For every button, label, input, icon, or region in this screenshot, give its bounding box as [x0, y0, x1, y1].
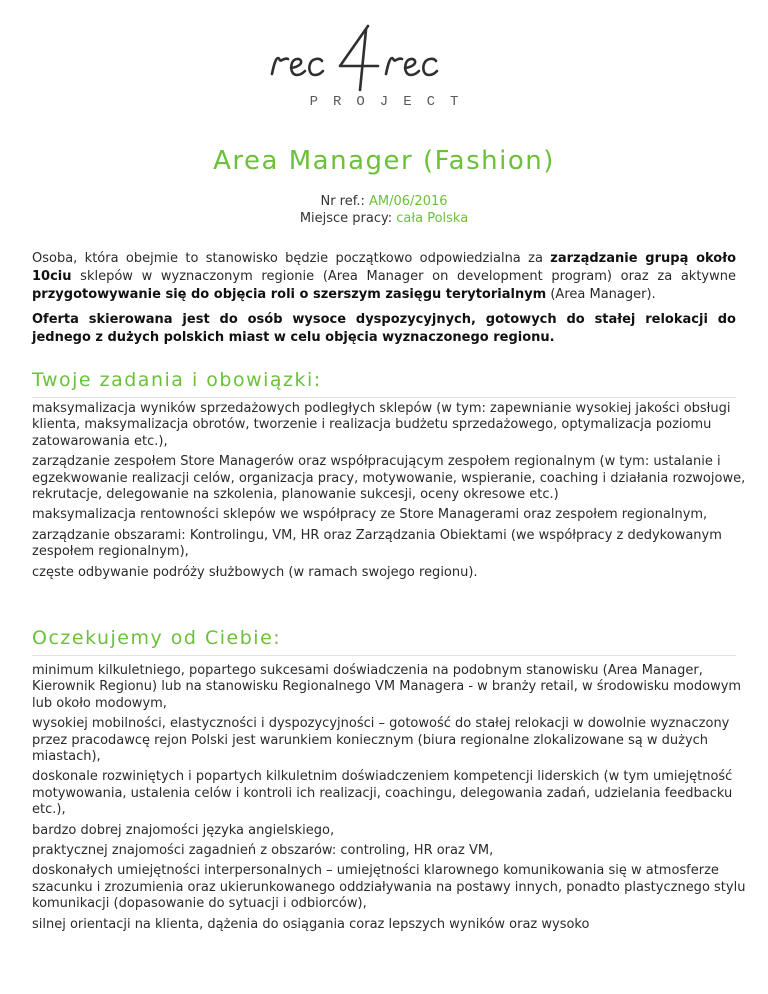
list-item: doskonale rozwiniętych i popartych kilkuletnim doświadczeniem kompetencji liderskich (w tym umiejętność motywowania, ustalenia celów i kontroli ich realizacji, coachingu, delegowania zadań, udzielania feedbacku etc.),	[32, 769, 733, 818]
job-title: Area Manager (Fashion)	[213, 146, 555, 176]
list-item: częste odbywanie podróży służbowych (w ramach swojego regionu).	[32, 564, 478, 580]
offer-note: Oferta skierowana jest do osób wysoce dyspozycyjnych, gotowych do stałej relokacji do jednego z dużych polskich miast w celu objęcia wyznaczonego regionu.	[32, 312, 736, 345]
intro-paragraph	[32, 250, 736, 304]
intro-text-3: (Area Manager).	[546, 287, 656, 302]
job-meta	[0, 193, 768, 227]
location-label: Miejsce pracy:	[299, 211, 397, 226]
company-logo	[0, 20, 768, 110]
expectations-list	[32, 663, 747, 937]
list-item: minimum kilkuletniego, popartego sukcesami doświadczenia na podobnym stanowisku (Area Manager, Kierownik Regionu) lub na stanowisku Regionalnego VM Managera - w branży retail, w środowisku modowym lub około modowym,	[32, 663, 742, 711]
list-item: maksymalizacja wyników sprzedażowych podległych sklepów (w tym: zapewnianie wysokiej jakości obsługi klienta, maksymalizacja obrotów, tworzenie i realizacja budżetu sprzedażowego, optymalizacja poziomu zatowarowania etc.),	[32, 401, 731, 449]
location-value: cała Polska	[396, 211, 469, 226]
expectations-heading: Oczekujemy od Ciebie:	[32, 627, 736, 656]
list-item: zarządzanie zespołem Store Managerów oraz współpracującym zespołem regionalnym (w tym: ustalanie i egzekwowanie realizacji celów, organizacja pracy, motywowanie, wspieranie, coaching i działania rozwojowe, rekrutacje, delegowanie na szkolenia, planowanie sukcesji, oceny okresowe etc.)	[32, 454, 746, 503]
list-item: praktycznej znajomości zagadnień z obszarów: controling, HR oraz VM,	[32, 843, 494, 859]
list-item: wysokiej mobilności, elastyczności i dyspozycyjności – gotowość do stałej relokacji w dowolnie wyznaczony przez pracodawcę rejon Polski jest warunkiem koniecznym (biura regionalne zlokalizowane są w dużych miastach),	[32, 716, 730, 765]
intro-bold-1: zarządzanie grupą około 10ciu	[32, 251, 736, 284]
duties-list	[32, 401, 747, 585]
intro-text-1: Osoba, która obejmie to stanowisko będzie początkowo odpowiedzialna za	[32, 251, 551, 266]
reference-line	[0, 193, 768, 210]
logo-subtitle: PROJECT	[309, 94, 474, 110]
reference-label: Nr ref.:	[320, 194, 370, 209]
intro-bold-2: przygotowywanie się do objęcia roli o szerszym zasięgu terytorialnym	[32, 287, 547, 302]
list-item: bardzo dobrej znajomości języka angielskiego,	[32, 822, 335, 838]
list-item: doskonałych umiejętności interpersonalnych – umiejętności klarownego komunikowania się w atmosferze szacunku i zrozumienia oraz ukierunkowanego oddziaływania na postawy innych, ponadto plastycznego stylu komunikacji (dopasowanie do sytuacji i odbiorców),	[32, 863, 746, 912]
location-line	[0, 210, 768, 227]
list-item: silnej orientacji na klienta, dążenia do osiągania coraz lepszych wyników oraz wysoko	[32, 916, 590, 932]
list-item: zarządzanie obszarami: Kontrolingu, VM, HR oraz Zarządzania Obiektami (we współpracy z dedykowanym zespołem regionalnym),	[32, 527, 722, 560]
intro-text-2: sklepów w wyznaczonym regionie (Area Manager on development program) oraz za aktywne	[71, 269, 736, 284]
reference-value: AM/06/2016	[369, 194, 448, 209]
duties-heading: Twoje zadania i obowiązki:	[32, 369, 736, 398]
rec4rec-logo-icon	[264, 20, 504, 92]
list-item: maksymalizacja rentowności sklepów we współpracy ze Store Managerami oraz zespołem regionalnym,	[32, 507, 708, 523]
